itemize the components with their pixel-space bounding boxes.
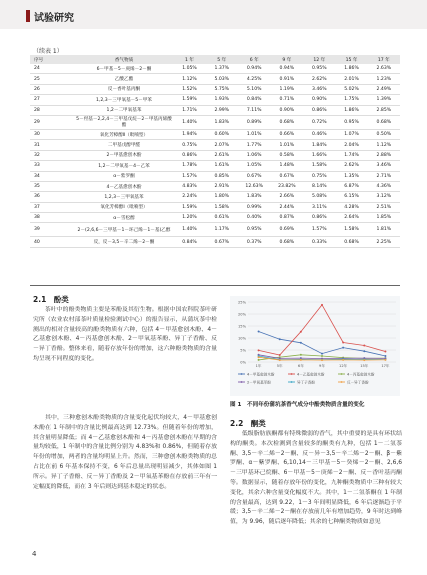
section-title-ketones: 2.2 酮类: [230, 419, 266, 428]
data-point: [363, 350, 365, 352]
value-cell: 12.63%: [245, 184, 263, 190]
value-cell: 1.58%: [214, 204, 230, 210]
compound-name-cell: α－雪松醇: [113, 215, 135, 221]
value-cell: 2.85%: [376, 107, 392, 113]
col-header-year-5: 5 年: [206, 55, 238, 64]
value-cell: 0.46%: [311, 132, 327, 138]
value-cell: 1.37%: [214, 66, 230, 72]
value-cell: 2.62%: [311, 76, 327, 82]
data-point: [279, 338, 281, 340]
value-cell: 5.02%: [344, 86, 359, 92]
value-cell: 2.25%: [376, 239, 392, 245]
table-row: [30, 223, 400, 237]
table-row: [30, 95, 400, 105]
y-tick-label: 25%: [238, 300, 246, 305]
legend-label: 异丁子香酚: [297, 380, 315, 385]
phenols-paragraph-2: 其中，三种愈创木酚类物质的含量变化起伏均较大，4－甲基愈创木酚在 1 年制中的含量比例最高达到 12.73%。但随着年份的增加，其含量明显降低；而 4－乙基愈创木酚和 4－丙基愈创木酚在早期的含量均较低，1 年制中的含量比例分别为 4.83%和 0.86%，但随着存放年份的增加，两者的含量均明显上升。然而，三种愈创木酚类物质的总占比在前 6 年基本保持不变，6 年后总量出现明显减少，其体如图 1 所示。异丁子香酚、反－异丁香酚及 2－甲氧基苯酚在存放前三年有一定幅度的降低，而在 3 年后则达到基本稳定的状态。: [33, 415, 217, 490]
value-cell: 1.40%: [182, 119, 197, 125]
value-cell: 3.46%: [311, 86, 327, 92]
compound-name-cell: 氧化芳樟醇Ⅱ（吡喃型）: [99, 132, 149, 138]
col-header-index: 序号: [30, 55, 75, 64]
table-row: [30, 181, 400, 191]
x-tick-label: 17年: [381, 364, 390, 368]
value-cell: 1.86%: [344, 107, 359, 113]
table-header-row: [30, 55, 400, 64]
value-cell: 1.75%: [344, 97, 359, 103]
value-cell: 2.99%: [214, 107, 230, 113]
row-index-cell: 37: [34, 204, 40, 210]
value-cell: 1.57%: [182, 173, 197, 179]
value-cell: 0.66%: [279, 132, 295, 138]
value-cell: 0.90%: [311, 97, 327, 103]
value-cell: 1.23%: [376, 76, 392, 82]
value-cell: 2.71%: [376, 173, 392, 179]
data-point: [363, 345, 365, 347]
value-cell: 0.91%: [279, 76, 295, 82]
data-point: [384, 355, 386, 357]
value-cell: 3.12%: [376, 194, 392, 200]
data-point: [363, 359, 365, 361]
value-cell: 7.11%: [246, 107, 262, 113]
col-header-year-6: 6 年: [238, 55, 271, 64]
value-cell: 0.72%: [311, 119, 327, 125]
value-cell: 1.83%: [246, 194, 262, 200]
table-row: [30, 171, 400, 181]
value-cell: 0.86%: [311, 107, 327, 113]
row-index-cell: 35: [34, 184, 40, 190]
value-cell: 0.67%: [246, 173, 262, 179]
value-cell: 1.80%: [214, 194, 230, 200]
x-tick-label: 5年: [276, 364, 283, 368]
data-point: [279, 354, 281, 356]
data-point: [300, 342, 302, 344]
value-cell: 1.66%: [311, 152, 327, 158]
legend-label: 4－丙基愈创木酚: [347, 372, 375, 377]
compound-name-cell: 1,2－二甲氧基－4－乙苯: [98, 163, 150, 169]
legend-label: 4－甲基愈创木酚: [247, 372, 275, 377]
value-cell: 0.67%: [279, 173, 295, 179]
value-cell: 1.12%: [182, 76, 197, 82]
value-cell: 0.99%: [246, 204, 262, 210]
compound-name-cell: 2－(2,6,6－三甲基－1－环己烯－1－基)乙醇: [77, 227, 171, 233]
data-point: [279, 359, 281, 361]
value-cell: 3.11%: [311, 204, 327, 210]
value-cell: 23.82%: [278, 184, 296, 190]
value-cell: 2.49%: [376, 86, 392, 92]
value-cell: 0.68%: [344, 239, 359, 245]
value-cell: 0.86%: [182, 152, 197, 158]
table-row: [30, 161, 400, 171]
value-cell: 1.48%: [279, 163, 295, 169]
legend-marker: [241, 373, 243, 375]
col-header-year-1: 1 年: [173, 55, 205, 64]
value-cell: 2.91%: [214, 184, 230, 190]
value-cell: 0.95%: [246, 227, 262, 233]
value-cell: 2.01%: [344, 76, 359, 82]
data-point: [342, 341, 344, 343]
value-cell: 0.69%: [279, 227, 295, 233]
value-cell: 1.06%: [246, 152, 262, 158]
value-cell: 0.95%: [344, 119, 359, 125]
value-cell: 1.58%: [344, 227, 359, 233]
value-cell: 0.75%: [182, 142, 197, 148]
value-cell: 0.37%: [246, 239, 262, 245]
value-cell: 1.71%: [182, 107, 197, 113]
value-cell: 1.83%: [214, 119, 230, 125]
y-tick-label: 5%: [240, 348, 246, 353]
value-cell: 6.87%: [344, 184, 359, 190]
compound-name-cell: 氧化芳樟醇Ⅰ（吡喃型）: [100, 205, 148, 211]
value-cell: 1.59%: [182, 204, 197, 210]
value-cell: 1.81%: [376, 227, 392, 233]
legend-marker: [341, 373, 343, 375]
value-cell: 0.89%: [246, 119, 262, 125]
value-cell: 2.62%: [344, 163, 359, 169]
value-cell: 5.08%: [311, 194, 327, 200]
row-index-cell: 39: [34, 227, 40, 233]
value-cell: 1.05%: [246, 163, 262, 169]
table-row: [30, 105, 400, 115]
value-cell: 1.94%: [182, 132, 197, 138]
data-point: [321, 304, 323, 306]
data-point: [384, 359, 386, 361]
value-cell: 1.61%: [214, 163, 230, 169]
value-cell: 0.50%: [376, 132, 392, 138]
table-row: [30, 202, 400, 212]
value-cell: 4.28%: [344, 204, 359, 210]
legend-label: 4－乙基愈创木酚: [297, 372, 325, 377]
table-continued-label: （续表 1）: [33, 48, 63, 55]
data-point: [258, 349, 260, 351]
value-cell: 1.86%: [344, 66, 359, 72]
legend-label: 反－异丁香酚: [347, 380, 369, 385]
table-row: [30, 84, 400, 94]
value-cell: 2.51%: [376, 204, 392, 210]
value-cell: 3.46%: [376, 163, 392, 169]
col-header-year-17: 17 年: [368, 55, 400, 64]
table-row: [30, 192, 400, 202]
y-tick-label: 15%: [238, 324, 246, 329]
value-cell: 0.94%: [246, 66, 262, 72]
row-index-cell: 26: [34, 86, 40, 92]
compound-name-cell: 1,2－二甲氧基苯: [106, 108, 142, 114]
data-point: [321, 359, 323, 361]
data-point: [258, 330, 260, 332]
compound-name-cell: 1,2,3－三甲氧基苯: [104, 194, 144, 200]
y-tick-label: 0%: [240, 360, 246, 365]
value-cell: 2.66%: [279, 194, 295, 200]
x-tick-label: 9年: [319, 364, 325, 368]
value-cell: 1.84%: [311, 142, 327, 148]
table-row: [30, 115, 400, 129]
data-point: [300, 354, 302, 356]
legend-marker: [291, 373, 293, 375]
row-index-cell: 33: [34, 163, 40, 169]
y-tick-label: 10%: [238, 336, 246, 341]
row-index-cell: 25: [34, 76, 40, 82]
value-cell: 1.12%: [376, 142, 392, 148]
value-cell: 1.19%: [279, 86, 295, 92]
value-cell: 5.03%: [214, 76, 230, 82]
value-cell: 2.07%: [214, 142, 230, 148]
value-cell: 1.77%: [246, 142, 262, 148]
compound-name-cell: 6－甲基－5－庚烯－2－酮: [96, 66, 152, 72]
value-cell: 6.15%: [344, 194, 359, 200]
value-cell: 1.20%: [182, 215, 197, 221]
col-header-year-12: 12 年: [303, 55, 335, 64]
table-row: [30, 129, 400, 139]
value-cell: 0.90%: [279, 107, 295, 113]
value-cell: 2.88%: [376, 152, 392, 158]
x-tick-label: 12年: [339, 364, 348, 368]
col-header-year-9: 9 年: [271, 55, 304, 64]
table-row: [30, 150, 400, 160]
value-cell: 2.61%: [214, 152, 230, 158]
phenols-paragraph-1: 茶叶中的酚类物质主要是苯酚及其衍生物。根据中国农科院茶叶研究所（农业农村部茶叶质量检验测试中心）的报告显示，从蒲坑茶中检测出的相对含量较高的酚类物质有六种，包括 4－甲基愈创木酚、4－乙基愈创木酚、4－丙基愈创木酚、2－甲氧基苯酚、异丁子香酚、反－异丁香酚。整体来看，随着存放年份的增加，这六种酚类物质的含量均呈现不同程度的变化。: [33, 307, 217, 362]
section-header-title: 试验研究: [34, 13, 74, 24]
value-cell: 4.25%: [246, 76, 262, 82]
row-index-cell: 34: [34, 173, 40, 179]
value-cell: 1.78%: [182, 163, 197, 169]
row-index-cell: 28: [34, 107, 40, 113]
value-cell: 0.71%: [279, 97, 295, 103]
compound-name-cell: 1,2,3－三甲氧基－5－甲苯: [96, 97, 152, 103]
value-cell: 1.07%: [344, 132, 359, 138]
row-index-cell: 32: [34, 152, 40, 158]
table-row: [30, 237, 400, 247]
compound-name-cell: 乙酸乙酯: [114, 77, 134, 83]
row-index-cell: 40: [34, 239, 40, 245]
compound-name-cell: 5－羟基－2,2,4－三甲基戊烷－2－甲基丙烯酸酯: [76, 117, 172, 129]
value-cell: 1.85%: [376, 215, 392, 221]
figure-1-caption: 图 1 不同年份蒲坑茶香气成分中酚类物质含量的变化: [230, 402, 365, 408]
page-number: 4: [32, 550, 37, 558]
value-cell: 0.84%: [246, 97, 262, 103]
x-tick-label: 15年: [360, 364, 369, 368]
data-point: [258, 356, 260, 358]
data-point: [258, 359, 260, 361]
value-cell: 0.86%: [311, 215, 327, 221]
value-cell: 5.75%: [214, 86, 230, 92]
data-point: [321, 353, 323, 355]
value-cell: 1.59%: [182, 97, 197, 103]
value-cell: 2.24%: [182, 194, 197, 200]
x-tick-label: 6年: [297, 364, 304, 368]
value-cell: 5.10%: [246, 86, 262, 92]
value-cell: 0.84%: [182, 239, 197, 245]
value-cell: 0.61%: [214, 215, 230, 221]
value-cell: 1.17%: [214, 227, 230, 233]
compound-name-cell: 4－乙基愈创木酚: [106, 184, 142, 190]
table-row: [30, 213, 400, 223]
value-cell: 1.05%: [182, 66, 197, 72]
table-row: [30, 74, 400, 84]
value-cell: 0.68%: [376, 119, 392, 125]
data-point: [300, 331, 302, 333]
compound-name-cell: 反－香叶基丙酮: [107, 87, 141, 93]
data-point: [321, 355, 323, 357]
value-cell: 0.85%: [214, 173, 230, 179]
table-row: [30, 140, 400, 150]
row-index-cell: 24: [34, 66, 40, 72]
value-cell: 0.94%: [279, 66, 295, 72]
y-tick-label: 20%: [238, 312, 246, 317]
value-cell: 1.40%: [182, 227, 197, 233]
phenol-trend-chart: [230, 296, 400, 396]
value-cell: 1.57%: [311, 227, 327, 233]
compound-name-cell: 二甲基戊醇甲醛: [107, 143, 141, 149]
value-cell: 0.58%: [279, 152, 295, 158]
table-body: [30, 64, 400, 247]
value-cell: 2.63%: [376, 66, 392, 72]
table-bottom-rule: [30, 285, 400, 286]
value-cell: 0.67%: [214, 239, 230, 245]
row-index-cell: 38: [34, 215, 40, 221]
value-cell: 1.52%: [182, 86, 197, 92]
ketones-paragraph-1: 低级脂肪族酮都有特殊微弱的香气，其中重要的是具有环状结构的酮类。本次检测到含量较多的酮类有九种，包括 1－二氢茶酮、3,5－辛二烯－2－酮、反－异－3,5－辛二烯－2－酮、β－紫罗酮、α－紫罗酮、6,10,14－三甲基－5－癸烯－2－酮、2,6,6－三甲基环己烷酮、6－甲基－5－庚烯－2－酮、反－香叶基丙酮等。数据显示，随着存放年份的变化，九种酮类物质中三种有较大变化，其余六种含量变化幅度不大。其中，1－二氢茶酮在 1 年制的含量最高，达到 9.22，1－3 年间明显降低，6 年后逐渐趋于平缓；3,5－辛二烯－2－酮在存放前几年有增加趋势，9 年时达到峰值，为 9.96，随后逐年降低；其余的七种酮类物质如意见: [230, 431, 402, 526]
section-title-phenols: 2.1 酚类: [33, 295, 69, 304]
value-cell: 1.35%: [344, 173, 359, 179]
value-cell: 4.36%: [376, 184, 392, 190]
legend-marker: [241, 381, 243, 383]
compound-name-cell: 2－甲基愈创木酚: [106, 153, 142, 159]
value-cell: 1.39%: [376, 97, 392, 103]
value-cell: 2.04%: [344, 142, 359, 148]
value-cell: 0.68%: [279, 239, 295, 245]
aroma-compound-table: [30, 55, 400, 248]
value-cell: 8.14%: [311, 184, 327, 190]
value-cell: 0.33%: [311, 239, 327, 245]
compound-name-cell: α－紫罗酮: [113, 174, 135, 180]
legend-marker: [341, 381, 343, 383]
col-header-year-15: 15 年: [335, 55, 367, 64]
header-bar: [0, 0, 427, 29]
value-cell: 0.87%: [279, 215, 295, 221]
value-cell: 4.83%: [182, 184, 197, 190]
row-index-cell: 36: [34, 194, 40, 200]
header-accent-mark: [26, 10, 30, 22]
legend-marker: [291, 381, 293, 383]
legend-label: 2－甲氧基苯酚: [247, 380, 271, 385]
row-index-cell: 29: [34, 119, 40, 125]
row-index-cell: 30: [34, 132, 40, 138]
compound-name-cell: 反，反－3,5－辛二烯－2－酮: [93, 240, 155, 246]
value-cell: 1.74%: [344, 152, 359, 158]
value-cell: 1.58%: [311, 163, 327, 169]
row-index-cell: 27: [34, 97, 40, 103]
row-index-cell: 31: [34, 142, 40, 148]
value-cell: 1.93%: [214, 97, 230, 103]
data-point: [342, 359, 344, 361]
value-cell: 0.60%: [214, 132, 230, 138]
value-cell: 1.01%: [279, 142, 295, 148]
value-cell: 0.68%: [279, 119, 295, 125]
value-cell: 1.01%: [246, 132, 262, 138]
value-cell: 2.44%: [279, 204, 295, 210]
table-row: [30, 64, 400, 74]
value-cell: 0.40%: [246, 215, 262, 221]
value-cell: 2.64%: [344, 215, 359, 221]
x-tick-label: 1年: [255, 364, 262, 368]
col-header-compound: 香气物质: [75, 55, 174, 64]
data-point: [300, 359, 302, 361]
value-cell: 0.95%: [311, 66, 327, 72]
data-point: [342, 347, 344, 349]
value-cell: 0.75%: [311, 173, 327, 179]
data-point: [384, 351, 386, 353]
